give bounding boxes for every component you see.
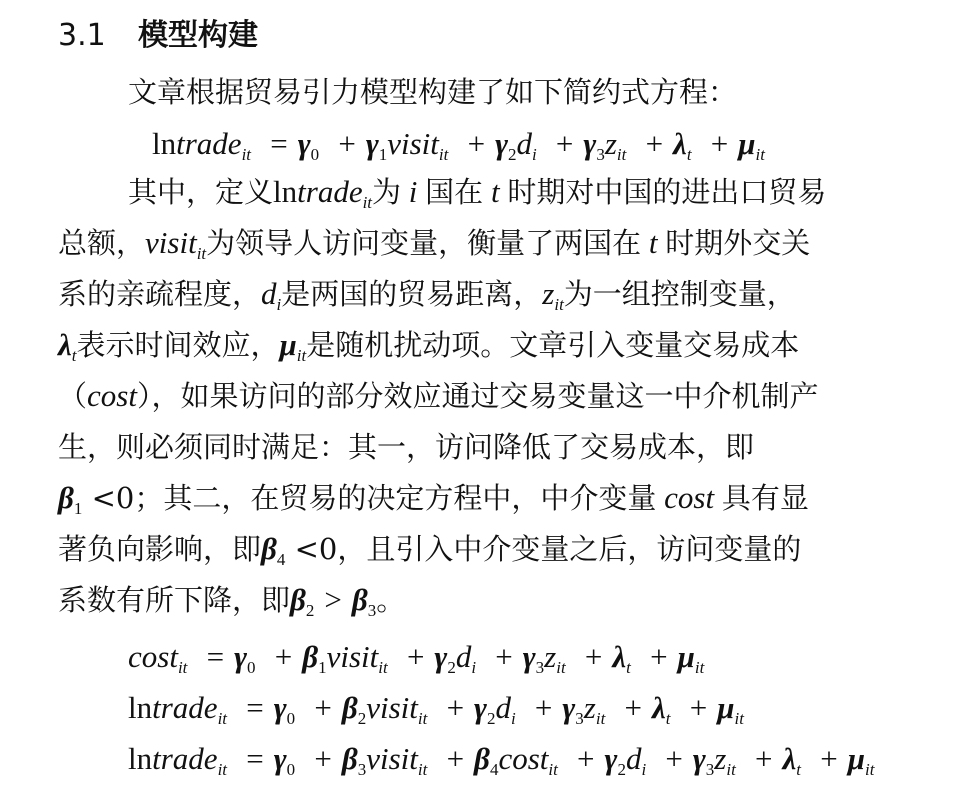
paragraph-line-1: 其中，定义lntrade$_{it}$为 i 国在 t 时期对中国的进出口贸易 [128, 174, 827, 212]
paragraph-line-6: 生，则必须同时满足：其一，访问降低了交易成本，即 [58, 430, 755, 464]
section-number: 3.1 [58, 18, 106, 53]
main-equation: lntrade$_{it}$ = $\gamma_0$ + $\gamma_1visit_{it} + \gamma_2d_i + \gamma_3z_{it} + \lambda_t + \mu_{it}$ [152, 126, 765, 164]
paragraph-line-7: $\beta_1 <0$；其二，在贸易的决定方程中，中介变量 cost 具有显 [58, 480, 809, 518]
paragraph-line-5: （cost），如果访问的部分效应通过交易变量这一中介机制产 [58, 378, 819, 413]
section-title: 模型构建 [138, 18, 258, 53]
paragraph-line-4: $\lambda_t$表示时间效应，$\mu_{it}$是随机扰动项。文章引入变量交易成本 [58, 327, 800, 365]
paragraph-line-9: 系数有所下降，即$\beta_2 > \beta_3$。 [58, 582, 406, 620]
paragraph-line-8: 著负向影响，即$\beta_4 <0$，且引入中介变量之后，访问变量的 [58, 531, 802, 569]
intro-line: 文章根据贸易引力模型构建了如下简约式方程： [128, 75, 738, 109]
equation-trade-1: lntrade$_{it}$ = $\gamma_0$ + $\beta_2visit_{it} + \gamma_2d_i + \gamma_3z_{it} + \lambda_t + \mu_{it}$ [128, 690, 744, 728]
equation-cost: $\cos t_{it} = \gamma_0$ + $\beta_1visit_{it} + \gamma_2d_i + \gamma_3z_{it} + \lambda_t + \mu_{it}$ [128, 639, 705, 677]
paragraph-line-3: 系的亲疏程度，$d_i$是两国的贸易距离，$z_{it}$为一组控制变量， [58, 276, 796, 314]
paragraph-line-2: 总额，visit$_{it}$为领导人访问变量，衡量了两国在 t 时期外交关 [58, 225, 811, 263]
equation-trade-2: lntrade$_{it}$ = $\gamma_0$ + $\beta_3visit_{it} + \beta_4\cos t_{it} + \gamma_2d_i + \gamma_3z_{it} + \lambda_t + \mu_{it}$ [128, 741, 875, 779]
section-heading [58, 14, 258, 58]
